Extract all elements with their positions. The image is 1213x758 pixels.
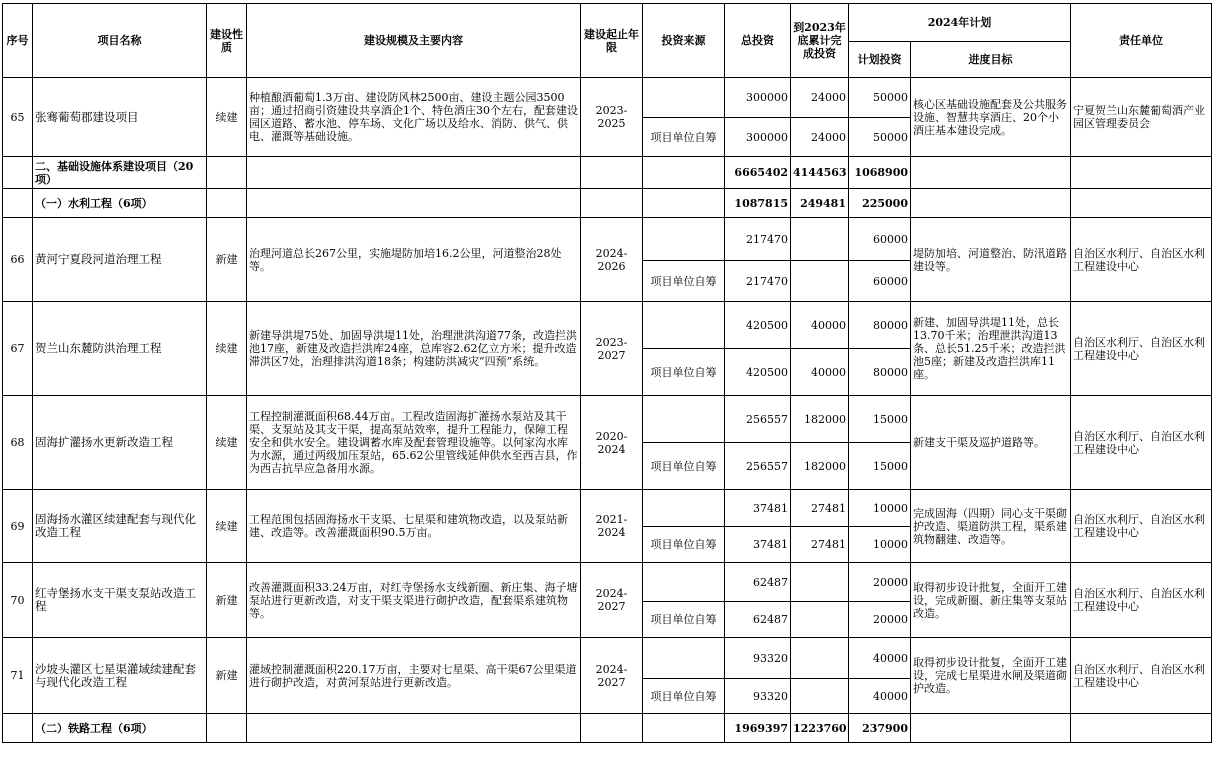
cell-scale: 新建导洪堤75处、加固导洪堤11处，治理泄洪沟道77条，改造拦洪池17座，新建及改造拦洪库24座，总库容2.62亿立方米；提升改造滞洪区7处，治理排洪沟道18条；构建防洪减灾“四预”系统。 [247, 302, 581, 396]
cell-source: 项目单位自筹 [643, 349, 725, 396]
section-completed: 4144563 [791, 157, 849, 189]
cell-name: 红寺堡扬水支干渠支泵站改造工程 [33, 563, 207, 638]
subsection-total: 1087815 [725, 189, 791, 218]
cell-scale: 灌域控制灌溉面积220.17万亩，主要对七星渠、高干渠67公里渠道进行砌护改造，对黄河泵站进行更新改造。 [247, 638, 581, 714]
cell-unit: 自治区水利厅、自治区水利工程建设中心 [1071, 396, 1212, 490]
table-row [3, 638, 1212, 679]
subsection-name: （二）铁路工程（6项） [33, 714, 207, 743]
cell-plan: 15000 [849, 396, 911, 443]
cell-progress: 核心区基础设施配套及公共服务设施、智慧共享酒庄、20个小酒庄基本建设完成。 [911, 78, 1071, 157]
header-name: 项目名称 [33, 4, 207, 78]
header-progress: 进度目标 [911, 42, 1071, 78]
cell-scale: 治理河道总长267公里，实施堤防加培16.2公里，河道整治28处等。 [247, 218, 581, 302]
subsection-completed: 1223760 [791, 714, 849, 743]
table-row [3, 218, 1212, 261]
cell-unit: 自治区水利厅、自治区水利工程建设中心 [1071, 490, 1212, 563]
cell-period: 2024-2027 [581, 638, 643, 714]
cell-plan: 20000 [849, 563, 911, 602]
cell-seq: 68 [3, 396, 33, 490]
cell-source: 项目单位自筹 [643, 527, 725, 563]
subsection-plan: 225000 [849, 189, 911, 218]
cell-period: 2023-2025 [581, 78, 643, 157]
cell-total: 256557 [725, 443, 791, 490]
cell-progress: 取得初步设计批复，全面开工建设，完成七星渠进水闸及渠道砌护改造。 [911, 638, 1071, 714]
cell-plan: 60000 [849, 261, 911, 302]
cell-total: 420500 [725, 302, 791, 349]
cell-period: 2024-2027 [581, 563, 643, 638]
cell-completed [791, 602, 849, 638]
cell-completed: 24000 [791, 118, 849, 157]
cell-progress: 完成固海（四期）同心支干渠砌护改造、渠道防洪工程，渠系建筑物翻建、改造等。 [911, 490, 1071, 563]
cell-total: 62487 [725, 602, 791, 638]
project-table [2, 3, 1212, 743]
cell-nature: 续建 [207, 396, 247, 490]
cell-source: 项目单位自筹 [643, 261, 725, 302]
cell-plan: 10000 [849, 490, 911, 527]
cell-plan: 20000 [849, 602, 911, 638]
cell-completed: 27481 [791, 527, 849, 563]
cell-completed: 27481 [791, 490, 849, 527]
cell-scale: 种植酿酒葡萄1.3万亩、建设防风林2500亩、建设主题公园3500亩；通过招商引资建设共享酒企1个、特色酒庄30个左右，配套建设园区道路、蓄水池、停车场、文化广场以及给水、消防、供气、供电、灌溉等基础设施。 [247, 78, 581, 157]
section-total: 6665402 [725, 157, 791, 189]
cell-total: 256557 [725, 396, 791, 443]
cell-period: 2024-2026 [581, 218, 643, 302]
table-row [3, 78, 1212, 118]
cell-plan: 10000 [849, 527, 911, 563]
cell-nature: 续建 [207, 78, 247, 157]
subsection-total: 1969397 [725, 714, 791, 743]
cell-nature: 新建 [207, 638, 247, 714]
header-scale: 建设规模及主要内容 [247, 4, 581, 78]
table-row [3, 563, 1212, 602]
cell-plan: 15000 [849, 443, 911, 490]
cell-total: 62487 [725, 563, 791, 602]
section-row [3, 157, 1212, 189]
subsection-plan: 237900 [849, 714, 911, 743]
cell-total: 37481 [725, 490, 791, 527]
cell-progress: 堤防加培、河道整治、防汛道路建设等。 [911, 218, 1071, 302]
cell-unit: 宁夏贺兰山东麓葡萄酒产业园区管理委员会 [1071, 78, 1212, 157]
cell-total: 420500 [725, 349, 791, 396]
cell-unit: 自治区水利厅、自治区水利工程建设中心 [1071, 302, 1212, 396]
cell-total: 217470 [725, 261, 791, 302]
cell-total: 217470 [725, 218, 791, 261]
cell-nature: 新建 [207, 218, 247, 302]
cell-nature: 续建 [207, 490, 247, 563]
header-plan-invest: 计划投资 [849, 42, 911, 78]
cell-name: 张骞葡萄郡建设项目 [33, 78, 207, 157]
cell-source: 项目单位自筹 [643, 118, 725, 157]
cell-seq: 71 [3, 638, 33, 714]
cell-completed [791, 218, 849, 261]
cell-seq: 65 [3, 78, 33, 157]
cell-completed: 40000 [791, 302, 849, 349]
section-name: 二、基础设施体系建设项目（20项） [33, 157, 207, 189]
cell-nature: 续建 [207, 302, 247, 396]
header-nature: 建设性质 [207, 4, 247, 78]
header-period: 建设起止年限 [581, 4, 643, 78]
cell-completed: 182000 [791, 396, 849, 443]
cell-period: 2021-2024 [581, 490, 643, 563]
cell-period: 2023-2027 [581, 302, 643, 396]
cell-total: 300000 [725, 118, 791, 157]
cell-seq: 66 [3, 218, 33, 302]
cell-period: 2020-2024 [581, 396, 643, 490]
cell-scale: 工程控制灌溉面积68.44万亩。工程改造固海扩灌扬水泵站及其干渠、支泵站及其支干渠，提高泵站效率，提升工程能力，保障工程安全和供水安全。建设调蓄水库及配套管理设施等。以何家沟水库为水源，通过两级加压泵站，65.62公里管线延伸供水至西吉县，作为西吉抗旱应急备用水源。 [247, 396, 581, 490]
header-source: 投资来源 [643, 4, 725, 78]
cell-plan: 50000 [849, 118, 911, 157]
cell-completed: 40000 [791, 349, 849, 396]
subsection-row [3, 189, 1212, 218]
table-row [3, 302, 1212, 349]
subsection-row [3, 714, 1212, 743]
cell-total: 300000 [725, 78, 791, 118]
cell-total: 93320 [725, 638, 791, 679]
cell-source: 项目单位自筹 [643, 443, 725, 490]
cell-plan: 40000 [849, 679, 911, 714]
cell-progress: 取得初步设计批复，全面开工建设，完成新圈、新庄集等支泵站改造。 [911, 563, 1071, 638]
cell-plan: 40000 [849, 638, 911, 679]
subsection-name: （一）水利工程（6项） [33, 189, 207, 218]
cell-unit: 自治区水利厅、自治区水利工程建设中心 [1071, 563, 1212, 638]
cell-progress: 新建支干渠及巡护道路等。 [911, 396, 1071, 490]
cell-name: 固海扬水灌区续建配套与现代化改造工程 [33, 490, 207, 563]
header-total: 总投资 [725, 4, 791, 78]
cell-scale: 改善灌溉面积33.24万亩，对红寺堡扬水支线新圈、新庄集、海子塘泵站进行更新改造，对支干渠支渠进行砌护改造，配套渠系建筑物等。 [247, 563, 581, 638]
cell-seq: 67 [3, 302, 33, 396]
cell-completed [791, 638, 849, 679]
cell-plan: 80000 [849, 302, 911, 349]
cell-plan: 80000 [849, 349, 911, 396]
cell-completed: 182000 [791, 443, 849, 490]
cell-total: 93320 [725, 679, 791, 714]
header-seq: 序号 [3, 4, 33, 78]
cell-name: 贺兰山东麓防洪治理工程 [33, 302, 207, 396]
header-unit: 责任单位 [1071, 4, 1212, 78]
cell-total: 37481 [725, 527, 791, 563]
cell-name: 沙坡头灌区七星渠灌域续建配套与现代化改造工程 [33, 638, 207, 714]
cell-progress: 新建、加固导洪堤11处，总长13.70千米；治理泄洪沟道13条、总长51.25千米；改造拦洪池5座；新建及改造拦洪库11座。 [911, 302, 1071, 396]
header-row [3, 4, 1212, 42]
table-row [3, 396, 1212, 443]
cell-name: 固海扩灌扬水更新改造工程 [33, 396, 207, 490]
cell-plan: 60000 [849, 218, 911, 261]
table-row [3, 490, 1212, 527]
cell-unit: 自治区水利厅、自治区水利工程建设中心 [1071, 218, 1212, 302]
cell-plan: 50000 [849, 78, 911, 118]
cell-completed: 24000 [791, 78, 849, 118]
cell-seq: 69 [3, 490, 33, 563]
cell-source: 项目单位自筹 [643, 679, 725, 714]
cell-name: 黄河宁夏段河道治理工程 [33, 218, 207, 302]
section-plan: 1068900 [849, 157, 911, 189]
cell-completed [791, 679, 849, 714]
cell-completed [791, 563, 849, 602]
cell-source: 项目单位自筹 [643, 602, 725, 638]
header-plan2024: 2024年计划 [849, 4, 1071, 42]
subsection-completed: 249481 [791, 189, 849, 218]
cell-nature: 新建 [207, 563, 247, 638]
header-completed: 到2023年底累计完成投资 [791, 4, 849, 78]
cell-completed [791, 261, 849, 302]
cell-seq: 70 [3, 563, 33, 638]
cell-scale: 工程范围包括固海扬水干支渠、七星渠和建筑物改造，以及泵站新建、改造等。改善灌溉面积90.5万亩。 [247, 490, 581, 563]
cell-unit: 自治区水利厅、自治区水利工程建设中心 [1071, 638, 1212, 714]
